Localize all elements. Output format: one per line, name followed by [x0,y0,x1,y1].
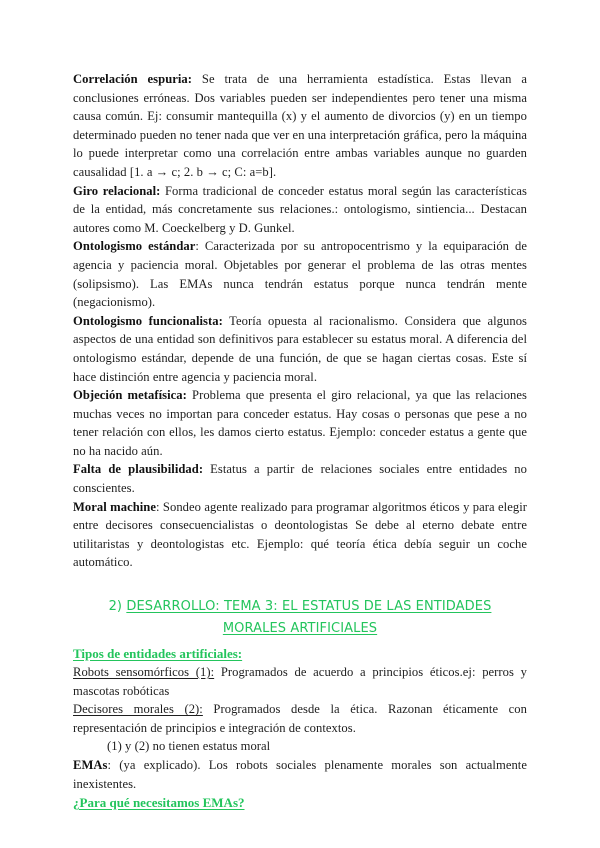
section-number: 2) [108,599,123,615]
section-title-line2: MORALES ARTIFICIALES [222,621,378,637]
emas-entry [73,756,527,793]
glossary-entry-correlacion-espuria [73,70,527,182]
emas-term: EMAs [73,758,108,772]
entity-text: Programados de acuerdo a principios éticos.ej: perros y mascotas robóticas [73,665,527,698]
section-heading [73,596,527,640]
section-title-line1: DESARROLLO: TEMA 3: EL ESTATUS DE LAS ENTIDADES [126,599,492,615]
glossary-definition: Teoría opuesta al racionalismo. Considera que algunos aspectos de una entidad son definitivos para establecer su estatus moral. A diferencia del ontologismo estándar, depende de una función, de que se hagan ciertas cosas. Este sí hace distinción entre agencia y paciencia moral. [73,313,528,384]
glossary-entry-moral-machine [73,498,527,572]
glossary-term: Giro relacional: [73,183,161,198]
glossary-definition: Se trata de una herramienta estadística. Estas llevan a conclusiones erróneas. Dos variables pueden ser independientes pero tener una misma causa común. Ej: consumir mantequilla (x) y el aumento de divorcios (y) en un tiempo determinado pueden no tener nada que ver en una interpretación gráfica, pero la máquina lo puede interpretar como una correlación entre ambas variables aunque no guarden causalidad [1. a → c; 2. b → c; C: a=b]. [73,72,527,179]
glossary-term: Moral machine [73,499,157,514]
status-note: (1) y (2) no tienen estatus moral [107,739,271,754]
page-content [73,70,527,812]
glossary-entry-objecion-metafisica [73,386,527,460]
emas-text: : (ya explicado). Los robots sociales plenamente morales son actualmente inexistentes. [73,758,527,791]
entity-item-decisores [73,700,527,737]
glossary-definition: Problema que presenta el giro relacional, ya que las relaciones muchas veces no importan para conceder estatus. Hay cosas o personas que pese a no tener relación con ellos, les damos cierto estatus. Ejemplo: conceder estatus a gente que no ha nacido aún. [73,388,527,458]
glossary-term: Falta de plausibilidad: [73,462,204,477]
glossary-entry-giro-relacional [73,182,527,238]
glossary-entry-ontologismo-funcionalista [73,312,527,386]
glossary-term: Objeción metafísica: [73,388,187,403]
entity-term: Decisores morales (2): [73,702,203,717]
glossary-entry-ontologismo-estandar [73,237,527,311]
glossary-term: Ontologismo estándar [73,239,196,254]
glossary-definition: : Sondeo agente realizado para programar algoritmos éticos y para elegir entre decisores consecuencialistas o deontologistas Se debe al eterno debate entre utilitaristas y deontologistas etc. Ejemplo: qué teoría ética debía seguir un coche automático. [73,499,528,570]
entity-text: Programados desde la ética. Razonan éticamente con representación de principios e integración de contextos. [73,702,527,735]
entity-term: Robots sensomórficos (1): [73,665,215,680]
glossary-definition: : Caracterizada por su antropocentrismo y la equiparación de agencia y paciencia moral. Objetables por generar el problema de las otras mentes (solipsismo). Las EMAs nunca tendrán estatus porque nunca tendrán mente (negacionismo). [73,239,527,310]
glossary-definition: Forma tradicional de conceder estatus moral según las características de la entidad, más concretamente sus relaciones.: ontologismo, sintiencia... Destacan autores como M. Coeckelberg y D. Gunkel. [73,183,527,235]
section-heading-line2 [73,618,527,640]
section-heading-line1 [73,596,527,618]
subheading-tipos: Tipos de entidades artificiales: [73,646,243,662]
glossary-term: Correlación espuria: [73,72,193,86]
glossary-entry-falta-plausibilidad [73,460,527,497]
question-heading: ¿Para qué necesitamos EMAs? [73,795,245,811]
glossary-definition: Estatus a partir de relaciones sociales entre entidades no conscientes. [73,462,527,496]
entity-item-robots [73,663,527,700]
glossary-term: Ontologismo funcionalista: [73,313,223,328]
